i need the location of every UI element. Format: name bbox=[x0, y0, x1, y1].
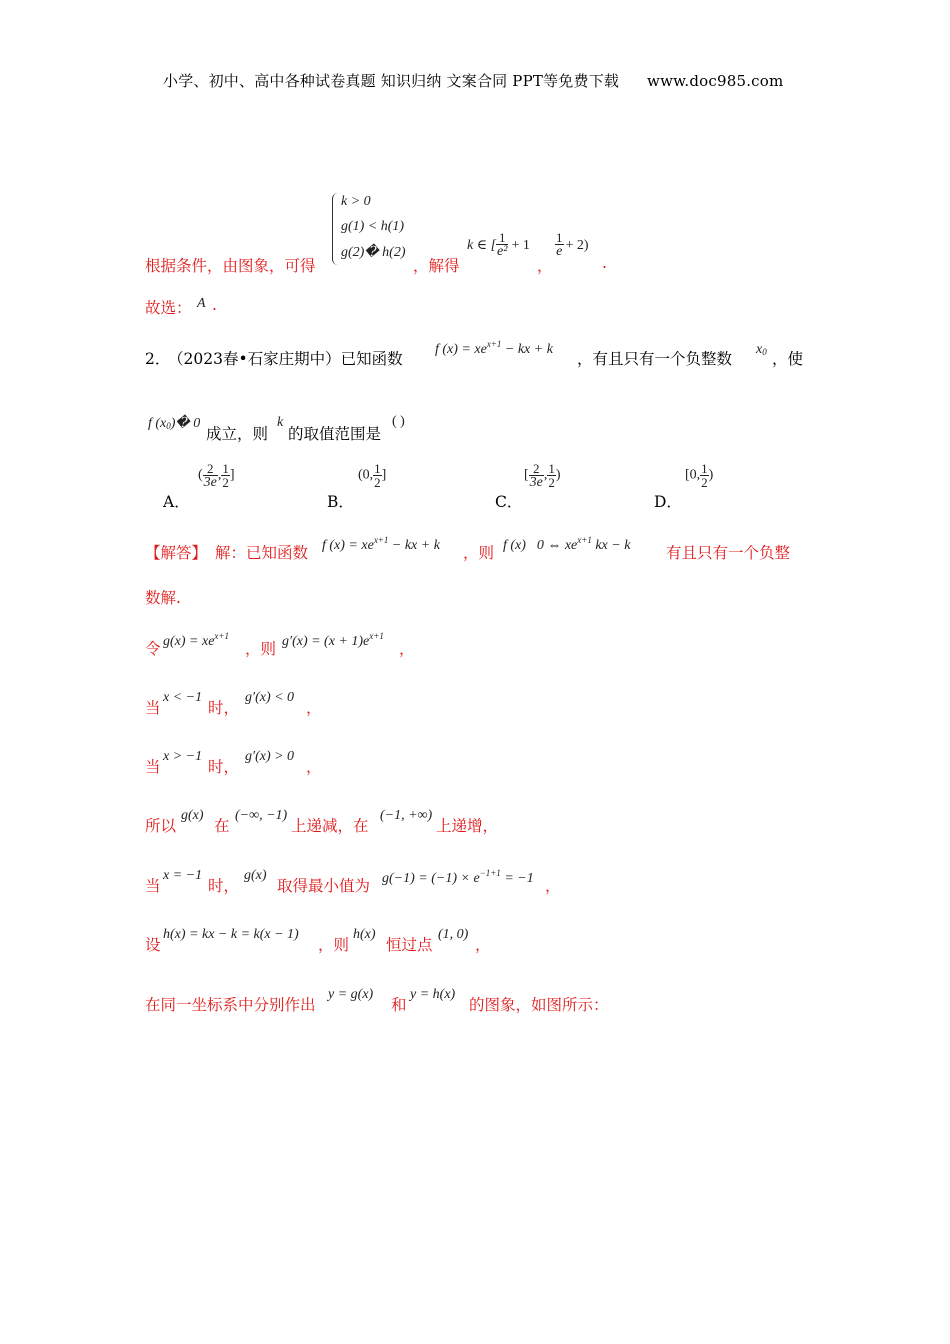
sol-l5-c: 上递减，在 bbox=[291, 817, 369, 835]
answer-label: 故选： bbox=[145, 299, 192, 317]
sol-l8-y1: y = g(x) bbox=[328, 987, 374, 1002]
answer-value: A bbox=[197, 296, 206, 311]
sol-l5-a: 所以 bbox=[145, 817, 177, 835]
prev-mid: ，解得 bbox=[413, 257, 460, 275]
sol-l8-b: 和 bbox=[391, 996, 407, 1014]
q2-answer-paren: ( ) bbox=[392, 414, 405, 429]
sol-l7-b: ，则 bbox=[318, 936, 350, 954]
option-a-value[interactable]: ( $\frac{2}{3e}$ , $\frac{1}{2}$ ] bbox=[198, 461, 235, 490]
sol-l4-b: 时， bbox=[208, 758, 240, 776]
result-comma: ， bbox=[537, 257, 553, 275]
option-d-value[interactable]: [0, $\frac{1}{2}$ ) bbox=[685, 461, 714, 490]
result-plus-1: + 1 bbox=[511, 238, 530, 253]
q2-text4: 成立，则 bbox=[206, 425, 269, 443]
sol-l7-h: h(x) = kx − k = k(x − 1) bbox=[163, 927, 299, 942]
result-frac-2: $\frac{1}{e}$ bbox=[556, 230, 563, 259]
sol-l4-a: 当 bbox=[145, 758, 161, 776]
sol-l5-g: g(x) bbox=[181, 808, 204, 823]
sol-l4-g: g′(x) > 0 bbox=[245, 749, 295, 764]
sol-l4-m: x > −1 bbox=[163, 749, 203, 764]
prev-result bbox=[467, 231, 530, 258]
sol-l2-g: $g(x) = xe^{x+1}$ bbox=[163, 631, 229, 649]
prev-lead: 根据条件，由图象，可得 bbox=[145, 257, 316, 275]
q2-source: （2023春•石家庄期中）已知函数 bbox=[168, 350, 403, 368]
system-brace bbox=[332, 193, 339, 265]
sol-l2-b: ，则 bbox=[245, 640, 277, 658]
sol-l1-d: 数解. bbox=[145, 589, 181, 607]
sol-l6-v: $g(-1) = (-1) \times e^{-1+1} = -1$ bbox=[382, 868, 534, 886]
option-d-label[interactable]: D． bbox=[654, 493, 682, 511]
sol-l7-p: (1, 0) bbox=[438, 927, 469, 942]
sol-l1-b: ，则 bbox=[463, 544, 495, 562]
option-c-label[interactable]: C． bbox=[495, 493, 523, 511]
q2-text5: 的取值范围是 bbox=[288, 425, 382, 443]
sol-l7-a: 设 bbox=[145, 936, 161, 954]
header-text: 小学、初中、高中各种试卷真题 知识归纳 文案合同 PPT等免费下载 bbox=[163, 72, 620, 90]
q2-text2: ，有且只有一个负整数 bbox=[577, 350, 733, 368]
answer-end: . bbox=[212, 296, 217, 314]
q2-number: 2． bbox=[145, 350, 171, 368]
sol-l7-hx: h(x) bbox=[353, 927, 376, 942]
q2-function: f $(x) = xe^{x+1}$ − kx + k bbox=[435, 339, 553, 357]
page-header bbox=[163, 70, 783, 91]
sol-l7-c: 恒过点 bbox=[386, 936, 433, 954]
sol-l6-a: 当 bbox=[145, 877, 161, 895]
sol-l1-c: 有且只有一个负整 bbox=[666, 544, 791, 562]
sol-l8-y2: y = h(x) bbox=[410, 987, 456, 1002]
sol-l3-c: ， bbox=[306, 699, 322, 717]
result-prefix: k ∈ [ bbox=[467, 238, 497, 253]
sol-l3-a: 当 bbox=[145, 699, 161, 717]
prev-result-2 bbox=[555, 231, 589, 258]
header-url: www.doc985.com bbox=[647, 72, 784, 90]
q2-text3: ，使 bbox=[772, 350, 804, 368]
sol-l1-a: 解：已知函数 bbox=[215, 544, 309, 562]
option-c-value[interactable]: [ $\frac{2}{3e}$ , $\frac{1}{2}$ ) bbox=[524, 461, 561, 490]
sol-l5-d: 上递增， bbox=[436, 817, 499, 835]
sol-l6-g: g(x) bbox=[244, 868, 267, 883]
sol-l4-c: ， bbox=[306, 758, 322, 776]
q2-condition: f $(x_0)�$ 0 bbox=[148, 416, 201, 431]
sol-l6-d: ， bbox=[545, 877, 561, 895]
sol-l1-func: f $(x) = xe^{x+1}$ − kx + k bbox=[322, 535, 440, 553]
q2-k: k bbox=[277, 415, 284, 430]
system-line-3: g(2)� h(2) bbox=[341, 245, 406, 260]
sol-l7-d: ， bbox=[475, 936, 491, 954]
sol-l5-i2: (−1, +∞) bbox=[380, 808, 433, 823]
sol-l3-m: x < −1 bbox=[163, 690, 203, 705]
prev-end: . bbox=[602, 254, 607, 272]
sol-l8-c: 的图象，如图所示： bbox=[469, 996, 609, 1014]
sol-l5-b: 在 bbox=[214, 817, 230, 835]
result-plus-2: + 2) bbox=[565, 238, 589, 253]
sol-l2-gp: $g'(x) = (x + 1)e^{x+1}$ bbox=[282, 631, 384, 649]
option-a-label[interactable]: A． bbox=[163, 493, 190, 511]
option-b-value[interactable]: (0, $\frac{1}{2}$ ] bbox=[358, 461, 387, 490]
sol-l1-eq: f (x)𥘶0 ⇔ $xe^{x+1}$ kx − k bbox=[503, 535, 631, 553]
sol-l6-c: 取得最小值为 bbox=[277, 877, 371, 895]
sol-l6-m: x = −1 bbox=[163, 868, 203, 883]
sol-l2-c: ， bbox=[399, 640, 415, 658]
option-b-label[interactable]: B． bbox=[327, 493, 354, 511]
sol-l8-a: 在同一坐标系中分别作出 bbox=[145, 996, 316, 1014]
sol-l5-i1: (−∞, −1) bbox=[235, 808, 288, 823]
q2-x0: $x_0$ bbox=[756, 342, 767, 357]
system-line-1: k > 0 bbox=[341, 194, 371, 209]
system-line-2: g(1) < h(1) bbox=[341, 219, 405, 234]
sol-l3-b: 时， bbox=[208, 699, 240, 717]
sol-l2-a: 令 bbox=[145, 640, 161, 658]
sol-l3-g: g′(x) < 0 bbox=[245, 690, 295, 705]
sol-l6-b: 时， bbox=[208, 877, 240, 895]
solution-tag: 【解答】 bbox=[145, 544, 208, 562]
result-frac-1: $\frac{1}{\text{e²}}$ bbox=[497, 230, 508, 259]
